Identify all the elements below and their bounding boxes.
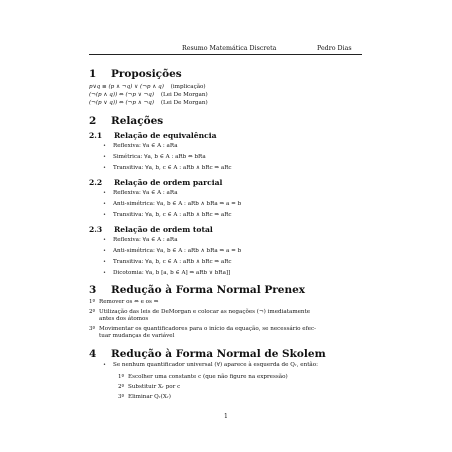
enum-text-continued: antes dos átomos — [99, 316, 149, 322]
list-item-text: Transitiva: ∀a, b, c ∈ A : aRb ∧ bRc ⇒ aRc — [113, 165, 232, 171]
subsection-title: Relação de ordem total — [114, 225, 213, 234]
list-item-text: Reflexiva: ∀a ∈ A : aRa — [113, 237, 178, 243]
section-heading-3 — [89, 284, 305, 296]
list-item-text: Reflexiva: ∀a ∈ A : aRa — [113, 190, 178, 196]
list-item-text: Transitiva: ∀a, b, c ∈ A : aRb ∧ bRc ⇒ aRc — [113, 259, 232, 265]
formula-line — [89, 100, 208, 106]
bullet-icon: • — [103, 362, 106, 368]
bullet-icon: • — [103, 237, 106, 243]
enumerated-item — [118, 394, 171, 400]
formula-note: (implicação) — [170, 84, 206, 90]
list-item-text: Simétrica: ∀a, b ∈ A : aRb ⇔ bRa — [113, 154, 206, 160]
enum-number: 3º — [118, 394, 125, 400]
bullet-icon: • — [103, 201, 106, 207]
bullet-icon: • — [103, 248, 106, 254]
enum-number: 1º — [118, 374, 125, 380]
section-heading-2 — [89, 115, 163, 127]
subsection-number: 2.1 — [89, 131, 103, 140]
section-title: Proposições — [111, 68, 182, 80]
list-item-text: Anti-simétrica: ∀a, b ∈ A : aRb ∧ bRa ⇒ a = b — [113, 201, 242, 207]
list-item — [103, 201, 241, 207]
enumerated-item — [89, 299, 158, 305]
section-number: 3 — [89, 284, 97, 296]
section-number: 2 — [89, 115, 97, 127]
formula-line — [89, 92, 208, 98]
formula: (¬(p ∧ q)) ⇔ (¬p ∨ ¬q) — [89, 92, 155, 98]
section-title: Redução à Forma Normal Prenex — [111, 284, 306, 296]
list-item — [103, 362, 318, 368]
section-title: Relações — [111, 115, 164, 127]
list-item — [103, 190, 178, 196]
enum-text: Movimentar os quantificadores para o início da equação, se necessário efec- — [99, 326, 316, 332]
list-item — [103, 248, 241, 254]
list-item-text: Se nenhum quantificador universal (∀) aparece à esquerda de Qᵣ, então: — [113, 362, 319, 368]
section-heading-4 — [89, 348, 326, 360]
enum-text: Utilização das leis de DeMorgan e colocar as negações (¬) imediatamente — [99, 309, 311, 315]
enumerated-item — [89, 326, 316, 332]
section-title: Redução à Forma Normal de Skolem — [111, 348, 326, 360]
list-item-text: Anti-simétrica: ∀a, b ∈ A : aRb ∧ bRa ⇒ a = b — [113, 248, 242, 254]
enum-number: 2º — [89, 309, 96, 315]
subsection-number: 2.2 — [89, 178, 103, 187]
list-item — [103, 259, 232, 265]
enum-text: Escolher uma constante c (que não figure na expressão) — [128, 374, 288, 380]
enum-text: Remover os ⇔ e os ⇒ — [99, 299, 159, 305]
bullet-icon: • — [103, 212, 106, 218]
enumerated-item — [89, 309, 310, 315]
page-number: 1 — [224, 413, 228, 420]
formula: p∨q ≡ (p ∧ ¬q) ∨ (¬p ∧ q) — [89, 84, 164, 90]
enum-number: 2º — [118, 384, 125, 390]
enum-text: Substituir Xᵣ por c — [128, 384, 181, 390]
list-item — [103, 154, 206, 160]
list-item — [103, 143, 178, 149]
enumerated-item — [118, 384, 180, 390]
running-header-title: Resumo Matemática Discreta — [182, 45, 277, 52]
list-item-text: Dicotomia: ∀a, b [a, b ∈ A] ⇒ aRb ∨ bRa]] — [113, 270, 231, 276]
bullet-icon: • — [103, 259, 106, 265]
header-rule — [89, 54, 362, 55]
enum-number: 1º — [89, 299, 96, 305]
list-item — [103, 237, 178, 243]
subsection-title: Relação de ordem parcial — [114, 178, 223, 187]
subsection-heading-2-3 — [89, 225, 213, 234]
bullet-icon: • — [103, 190, 106, 196]
enumerated-item — [118, 374, 288, 380]
formula-note: (Lei De Morgan) — [160, 92, 208, 98]
list-item-text: Reflexiva: ∀a ∈ A : aRa — [113, 143, 178, 149]
formula-note: (Lei De Morgan) — [160, 100, 208, 106]
enum-text: Eliminar Qᵣ(Xᵣ) — [128, 394, 171, 400]
subsection-heading-2-2 — [89, 178, 222, 187]
bullet-icon: • — [103, 143, 106, 149]
enum-text-continued: tuar mudanças de variável — [99, 333, 175, 339]
formula-line — [89, 84, 206, 90]
section-number: 4 — [89, 348, 97, 360]
bullet-icon: • — [103, 165, 106, 171]
subsection-title: Relação de equivalência — [114, 131, 217, 140]
section-number: 1 — [89, 68, 97, 80]
running-header-author: Pedro Dias — [317, 45, 352, 52]
subsection-number: 2.3 — [89, 225, 103, 234]
section-heading-1 — [89, 68, 182, 80]
formula: (¬(p ∨ q)) ⇔ (¬p ∧ ¬q) — [89, 100, 155, 106]
list-item-text: Transitiva: ∀a, b, c ∈ A : aRb ∧ bRc ⇒ aRc — [113, 212, 232, 218]
bullet-icon: • — [103, 270, 106, 276]
list-item — [103, 165, 232, 171]
bullet-icon: • — [103, 154, 106, 160]
list-item — [103, 212, 232, 218]
subsection-heading-2-1 — [89, 131, 217, 140]
enum-number: 3º — [89, 326, 96, 332]
list-item — [103, 270, 230, 276]
